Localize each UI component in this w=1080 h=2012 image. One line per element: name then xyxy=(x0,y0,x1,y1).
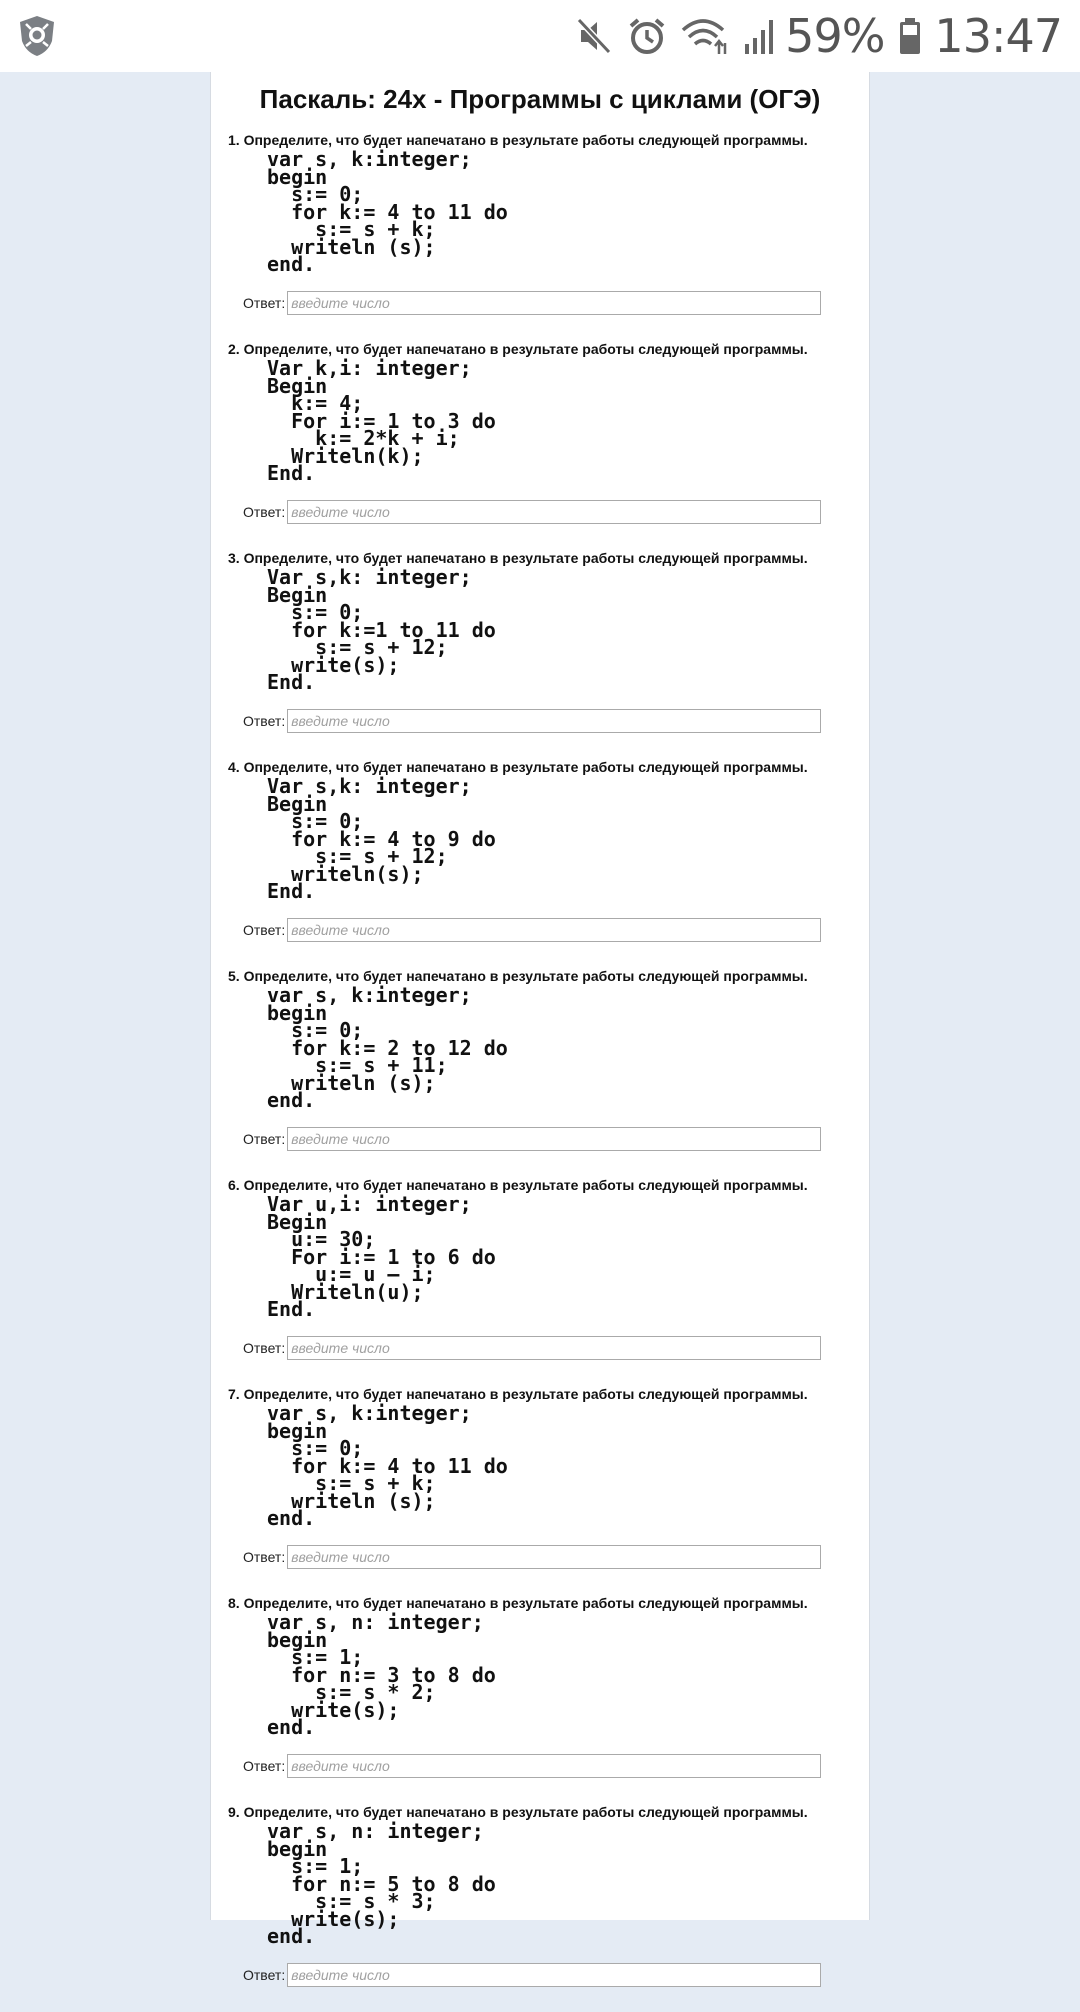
status-bar xyxy=(0,0,1080,72)
clock: 13:47 xyxy=(934,9,1062,63)
answer-row xyxy=(243,1754,821,1778)
answer-label: Ответ: xyxy=(243,295,286,311)
answer-row xyxy=(243,1336,821,1360)
answer-input[interactable] xyxy=(287,918,821,942)
signal-icon xyxy=(743,16,777,56)
program-code: Var u,i: integer; Begin u:= 30; For i:= 1 to 6 do u:= u – i; Writeln(u); End. xyxy=(267,1192,496,1321)
status-icons xyxy=(561,0,1062,72)
program-code: Var k,i: integer; Begin k:= 4; For i:= 1 to 3 do k:= 2*k + i; Writeln(k); End. xyxy=(267,356,496,485)
page-title: Паскаль: 24x - Программы с циклами (ОГЭ) xyxy=(259,84,821,114)
answer-row xyxy=(243,500,821,524)
answer-input[interactable] xyxy=(287,1336,821,1360)
task-question: 2. Определите, что будет напечатано в результате работы следующей программы. xyxy=(228,341,808,357)
answer-input[interactable] xyxy=(287,709,821,733)
program-code: Var s,k: integer; Begin s:= 0; for k:=1 to 11 do s:= s + 12; write(s); End. xyxy=(267,565,496,694)
answer-row xyxy=(243,291,821,315)
answer-row xyxy=(243,1545,821,1569)
answer-input[interactable] xyxy=(287,291,821,315)
answer-row xyxy=(243,1963,821,1987)
task-question: 5. Определите, что будет напечатано в результате работы следующей программы. xyxy=(228,968,808,984)
answer-row xyxy=(243,1127,821,1151)
program-code: var s, n: integer; begin s:= 1; for n:= 5 to 8 do s:= s * 3; write(s); end. xyxy=(267,1819,496,1948)
task-item xyxy=(211,340,869,549)
task-item xyxy=(211,1803,869,2012)
answer-input[interactable] xyxy=(287,500,821,524)
task-item xyxy=(211,758,869,967)
alarm-icon xyxy=(627,16,667,56)
program-code: var s, k:integer; begin s:= 0; for k:= 2 to 12 do s:= s + 11; writeln (s); end. xyxy=(267,983,508,1112)
answer-label: Ответ: xyxy=(243,1758,286,1774)
answer-label: Ответ: xyxy=(243,922,286,938)
task-item xyxy=(211,549,869,758)
task-question: 6. Определите, что будет напечатано в результате работы следующей программы. xyxy=(228,1177,808,1193)
task-item xyxy=(211,1594,869,1803)
program-code: var s, n: integer; begin s:= 1; for n:= 3 to 8 do s:= s * 2; write(s); end. xyxy=(267,1610,496,1739)
task-question: 4. Определите, что будет напечатано в результате работы следующей программы. xyxy=(228,759,808,775)
answer-label: Ответ: xyxy=(243,1967,286,1983)
battery-icon xyxy=(898,16,922,56)
mute-icon xyxy=(575,16,613,56)
task-question: 7. Определите, что будет напечатано в результате работы следующей программы. xyxy=(228,1386,808,1402)
answer-row xyxy=(243,918,821,942)
task-item xyxy=(211,1385,869,1594)
task-item xyxy=(211,967,869,1176)
task-item xyxy=(211,1176,869,1385)
answer-input[interactable] xyxy=(287,1545,821,1569)
antivirus-app-icon[interactable] xyxy=(18,15,56,57)
answer-input[interactable] xyxy=(287,1127,821,1151)
program-code: var s, k:integer; begin s:= 0; for k:= 4 to 11 do s:= s + k; writeln (s); end. xyxy=(267,1401,508,1530)
test-page xyxy=(210,72,870,1983)
answer-label: Ответ: xyxy=(243,504,286,520)
answer-label: Ответ: xyxy=(243,713,286,729)
answer-input[interactable] xyxy=(287,1754,821,1778)
answer-label: Ответ: xyxy=(243,1340,286,1356)
answer-label: Ответ: xyxy=(243,1131,286,1147)
task-question: 8. Определите, что будет напечатано в результате работы следующей программы. xyxy=(228,1595,808,1611)
task-question: 9. Определите, что будет напечатано в результате работы следующей программы. xyxy=(228,1804,808,1820)
task-question: 3. Определите, что будет напечатано в результате работы следующей программы. xyxy=(228,550,808,566)
task-list xyxy=(211,131,869,2012)
program-code: var s, k:integer; begin s:= 0; for k:= 4 to 11 do s:= s + k; writeln (s); end. xyxy=(267,147,508,276)
program-code: Var s,k: integer; Begin s:= 0; for k:= 4 to 9 do s:= s + 12; writeln(s); End. xyxy=(267,774,496,903)
battery-percent: 59% xyxy=(785,9,885,63)
wifi-icon xyxy=(681,16,729,56)
answer-label: Ответ: xyxy=(243,1549,286,1565)
answer-input[interactable] xyxy=(287,1963,821,1987)
answer-row xyxy=(243,709,821,733)
task-item xyxy=(211,131,869,340)
task-question: 1. Определите, что будет напечатано в результате работы следующей программы. xyxy=(228,132,808,148)
